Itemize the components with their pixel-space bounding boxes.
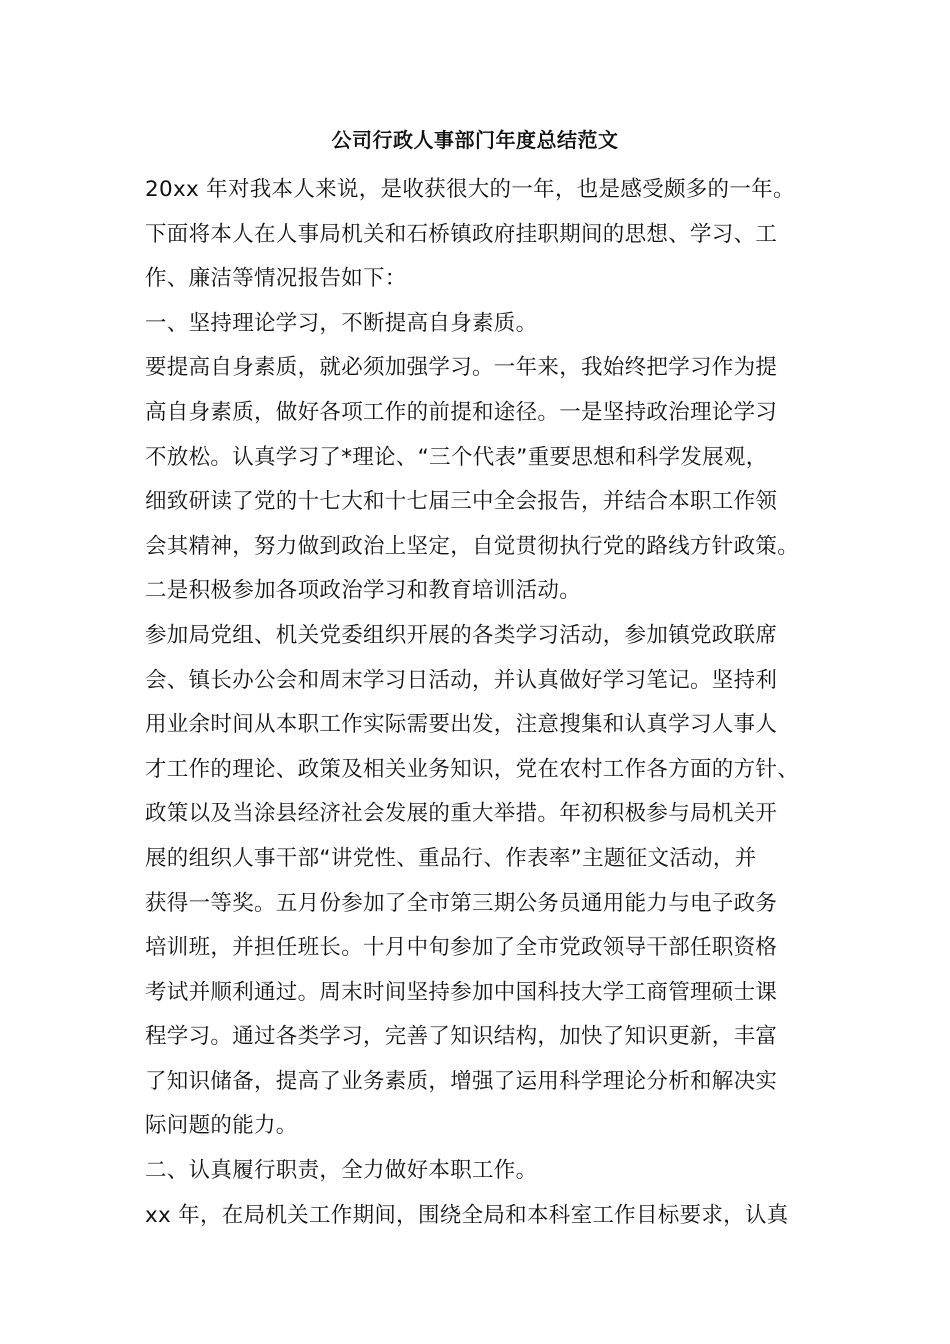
text-line: 际问题的能力。 (145, 1113, 298, 1139)
section-heading: 一、坚持理论学习，不断提高自身素质。 (145, 310, 538, 336)
text-line: 培训班，并担任班长。十月中旬参加了全市党政领导干部任职资格 (145, 935, 778, 961)
text-line: 程学习。通过各类学习，完善了知识结构，加快了知识更新，丰富 (145, 1024, 778, 1050)
text-line: 二是积极参加各项政治学习和教育培训活动。 (145, 578, 582, 604)
text-line: 用业余时间从本职工作实际需要出发，注意搜集和认真学习人事人 (145, 712, 778, 738)
text-line: 政策以及当涂县经济社会发展的重大举措。年初积极参与局机关开 (145, 801, 778, 827)
text-line: 会其精神，努力做到政治上坚定，自觉贯彻执行党的路线方针政策。 (145, 533, 800, 559)
text-line: xx 年，在局机关工作期间，围绕全局和本科室工作目标要求，认真 (145, 1202, 789, 1228)
text-line: 会、镇长办公会和周末学习日活动，并认真做好学习笔记。坚持利 (145, 667, 778, 693)
text-line: 下面将本人在人事局机关和石桥镇政府挂职期间的思想、学习、工 (145, 221, 778, 247)
text-line: 作、廉洁等情况报告如下： (145, 266, 407, 292)
text-line: 不放松。认真学习了*理论、“三个代表”重要思想和科学发展观， (145, 444, 768, 470)
text-line: 20xx 年对我本人来说，是收获很大的一年，也是感受颇多的一年。 (145, 177, 795, 202)
text-line: 要提高自身素质，就必须加强学习。一年来，我始终把学习作为提 (145, 355, 778, 381)
text-line: 考试并顺利通过。周末时间坚持参加中国科技大学工商管理硕士课 (145, 979, 778, 1005)
text-line: 参加局党组、机关党委组织开展的各类学习活动，参加镇党政联席 (145, 622, 778, 648)
text-line: 细致研读了党的十七大和十七届三中全会报告，并结合本职工作领 (145, 489, 778, 515)
text-line: 展的组织人事干部“讲党性、重品行、作表率”主题征文活动，并 (145, 845, 757, 871)
text-line: 高自身素质，做好各项工作的前提和途径。一是坚持政治理论学习 (145, 399, 778, 425)
document-title: 公司行政人事部门年度总结范文 (331, 128, 619, 152)
text-line: 了知识储备，提高了业务素质，增强了运用科学理论分析和解决实 (145, 1068, 778, 1094)
section-heading: 二、认真履行职责，全力做好本职工作。 (145, 1158, 538, 1184)
text-line: 才工作的理论、政策及相关业务知识，党在农村工作各方面的方针、 (145, 756, 800, 782)
document-body (145, 168, 825, 1238)
text-line: 获得一等奖。五月份参加了全市第三期公务员通用能力与电子政务 (145, 890, 778, 916)
